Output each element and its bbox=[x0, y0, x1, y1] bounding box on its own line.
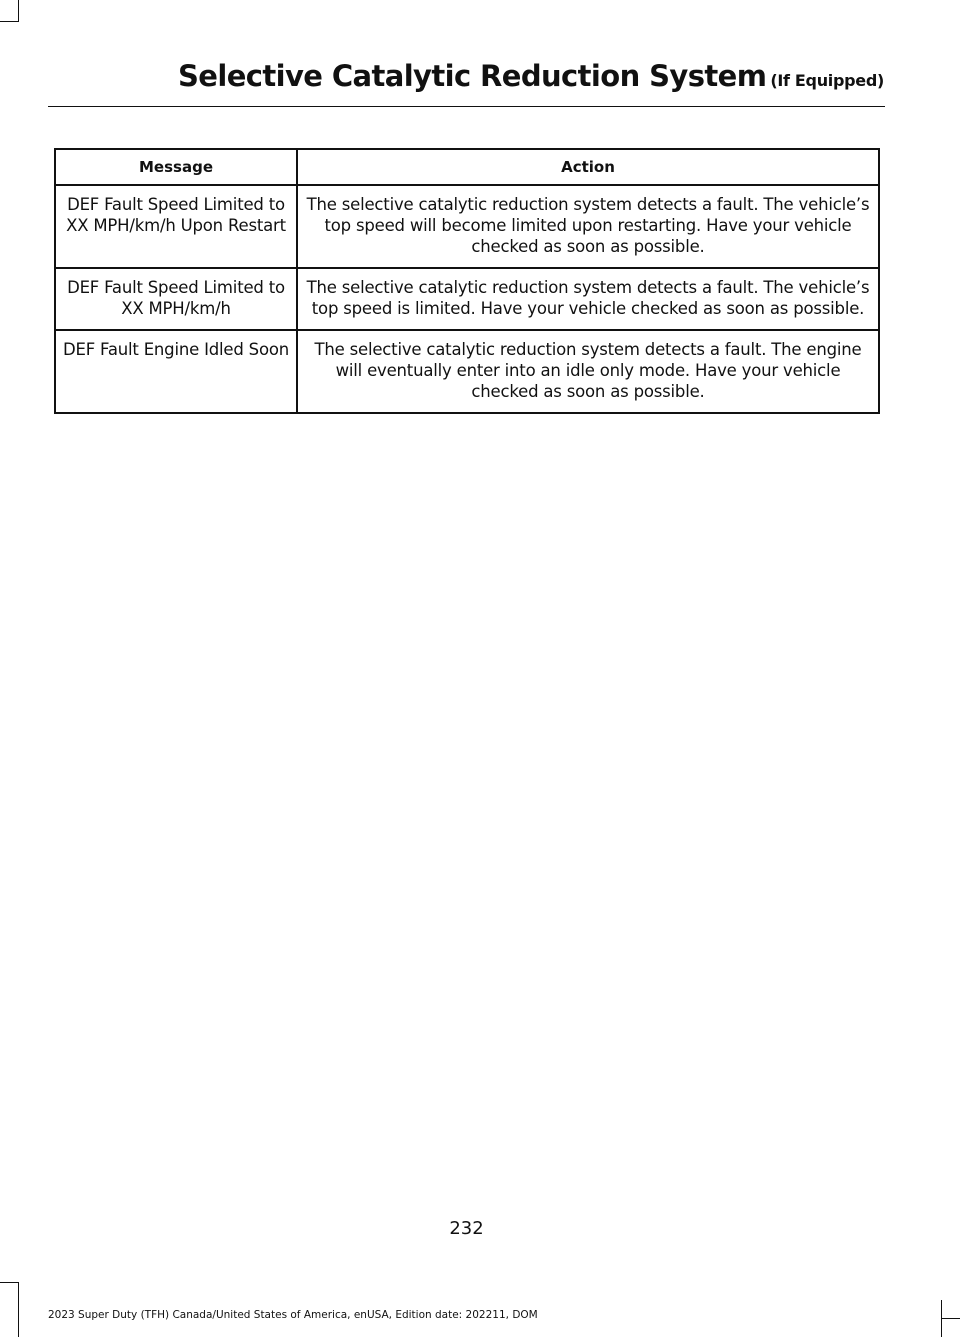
message-action-table bbox=[54, 148, 880, 414]
page-title-qualifier: (If Equipped) bbox=[770, 71, 884, 90]
action-cell: The selective catalytic reduction system detects a fault. The engine will eventually enter into an idle only mode. Have your vehicle checked as soon as possible. bbox=[297, 330, 879, 413]
header-rule bbox=[48, 106, 885, 107]
message-cell: DEF Fault Speed Limited to XX MPH/km/h bbox=[55, 268, 297, 330]
crop-mark bbox=[941, 1318, 960, 1319]
page-title: Selective Catalytic Reduction System bbox=[178, 59, 767, 93]
column-header-action: Action bbox=[297, 149, 879, 185]
page-number: 232 bbox=[449, 1218, 484, 1239]
crop-mark bbox=[18, 0, 19, 22]
table-row bbox=[55, 330, 879, 413]
crop-mark bbox=[0, 21, 18, 22]
page-header bbox=[48, 54, 884, 98]
table-row bbox=[55, 185, 879, 268]
table-row bbox=[55, 268, 879, 330]
crop-mark bbox=[0, 1282, 18, 1283]
footer-edition-info: 2023 Super Duty (TFH) Canada/United States of America, enUSA, Edition date: 202211, DOM bbox=[48, 1309, 538, 1321]
table-header-row bbox=[55, 149, 879, 185]
action-cell: The selective catalytic reduction system detects a fault. The vehicle’s top speed is limited. Have your vehicle checked as soon as possible. bbox=[297, 268, 879, 330]
column-header-message: Message bbox=[55, 149, 297, 185]
message-cell: DEF Fault Engine Idled Soon bbox=[55, 330, 297, 413]
action-cell: The selective catalytic reduction system detects a fault. The vehicle’s top speed will become limited upon restarting. Have your vehicle checked as soon as possible. bbox=[297, 185, 879, 268]
message-cell: DEF Fault Speed Limited to XX MPH/km/h Upon Restart bbox=[55, 185, 297, 268]
crop-mark bbox=[18, 1282, 19, 1337]
